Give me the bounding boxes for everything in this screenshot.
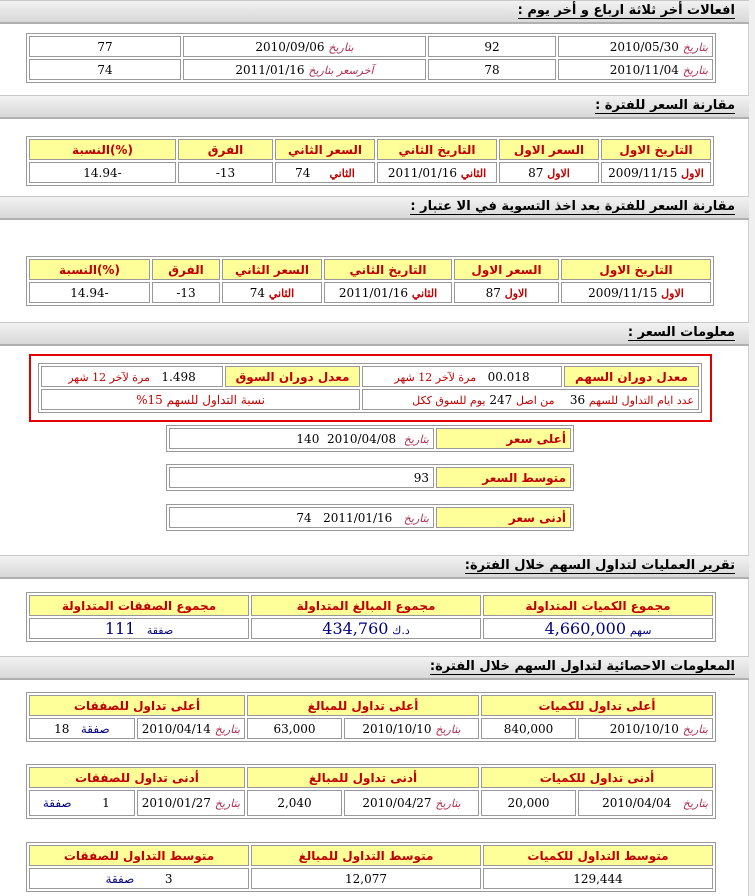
stock-turnover-cell: 00.018 مرة لآخر 12 شهر: [362, 366, 562, 387]
date-cell: آخرسعر بتاريخ 2011/01/16: [183, 59, 426, 80]
average-trading-table: [26, 842, 716, 892]
table-row: [29, 868, 713, 889]
section-title: افعالات أخر ثلاثة ارباع و أخر يوم :: [517, 3, 735, 18]
table-row: [29, 790, 713, 816]
cell: الثاني 2011/01/16: [324, 282, 452, 303]
column-header: السعر الثاني: [275, 139, 375, 160]
section-header-recent-quarters: [0, 0, 749, 24]
market-turnover-label: معدل دوران السوق: [225, 366, 360, 387]
column-header: أعلى تداول للصفقات: [29, 695, 245, 716]
section-title: المعلومات الاحصائية لتداول السهم خلال الفترة:: [429, 659, 735, 674]
cell: الاول 87: [454, 282, 559, 303]
cell: -14.94: [29, 282, 150, 303]
cell: الاول 87: [499, 162, 599, 183]
column-header: مجموع الكميات المتداولة: [483, 595, 713, 616]
column-header: متوسط التداول للمبالغ: [251, 845, 481, 866]
column-header: التاريخ الاول: [561, 259, 711, 280]
table-row: [169, 507, 571, 528]
cell: الثاني 74: [222, 282, 322, 303]
date-cell: بتاريخ 2010/10/10: [578, 718, 713, 739]
date-cell: بتاريخ 2010/04/27: [344, 790, 479, 816]
max-trading-table: [26, 692, 716, 742]
column-header: التاريخ الثاني: [377, 139, 497, 160]
column-header: أعلى تداول للكميات: [481, 695, 713, 716]
column-header: متوسط التداول للصفقات: [29, 845, 249, 866]
date-cell: بتاريخ 2010/09/06: [183, 36, 426, 57]
column-header: السعر الاول: [499, 139, 599, 160]
column-header: الفرق: [152, 259, 220, 280]
column-header: مجموع الصفقات المتداولة: [29, 595, 249, 616]
section-title: معلومات السعر :: [627, 325, 735, 340]
table-header-row: [29, 259, 711, 280]
column-header: السعر الثاني: [222, 259, 322, 280]
table-row: [29, 36, 713, 57]
column-header: السعر الاول: [454, 259, 559, 280]
total-quantity-cell: سهم 4,660,000: [483, 618, 713, 639]
cell: 13-: [178, 162, 273, 183]
date-cell: بتاريخ 2010/01/27: [137, 790, 245, 816]
table-header-row: [29, 695, 713, 716]
table-row: [29, 59, 713, 80]
value-cell: صفقة 18: [29, 718, 135, 739]
column-header: أدنى تداول للكميات: [481, 767, 713, 788]
date-cell: بتاريخ 2010/04/14: [137, 718, 245, 739]
recent-prices-table: [26, 33, 716, 83]
value-cell: 12,077: [251, 868, 481, 889]
value-cell: 2,040: [247, 790, 342, 816]
average-price-label: متوسط السعر: [436, 467, 571, 488]
section-header-price-comparison: [0, 95, 749, 119]
section-header-statistics: [0, 656, 749, 680]
table-row: [29, 282, 711, 303]
operations-table: [26, 592, 716, 642]
value-cell: 1 صفقة: [29, 790, 135, 816]
date-cell: بتاريخ 2010/11/04: [558, 59, 713, 80]
cell: الاول 2009/11/15: [561, 282, 711, 303]
column-header: أدنى تداول للمبالغ: [247, 767, 479, 788]
market-turnover-cell: 1.498 مرة لآخر 12 شهر: [41, 366, 223, 387]
column-header: التاريخ الثاني: [324, 259, 452, 280]
section-title: تقرير العمليات لتداول السهم خلال الفترة:: [464, 558, 735, 573]
table-row: [169, 428, 571, 449]
cell: الاول 2009/11/15: [601, 162, 711, 183]
value-cell: 129,444: [483, 868, 713, 889]
column-header: أعلى تداول للمبالغ: [247, 695, 479, 716]
average-price-table: [166, 464, 574, 491]
column-header: أدنى تداول للصفقات: [29, 767, 245, 788]
cell: الثاني 2011/01/16: [377, 162, 497, 183]
table-row: [41, 389, 699, 410]
date-cell: بتاريخ 2010/05/30: [558, 36, 713, 57]
scrollbar[interactable]: [748, 0, 755, 896]
column-header: متوسط التداول للكميات: [483, 845, 713, 866]
trading-ratio-cell: نسبة التداول للسهم 15%: [41, 389, 360, 410]
section-header-price-info: [0, 322, 749, 346]
value-cell: 92: [428, 36, 556, 57]
section-header-operations-report: [0, 555, 749, 579]
value-cell: 20,000: [481, 790, 576, 816]
trading-days-cell: عدد ايام التداول للسهم 36 من اصل 247 يوم للسوق ككل: [362, 389, 699, 410]
table-header-row: [29, 595, 713, 616]
section-title: مقارنة السعر للفترة بعد اخذ التسوية في الا عتبار :: [410, 199, 735, 214]
stock-turnover-label: معدل دوران السهم: [564, 366, 699, 387]
high-price-label: أعلى سعر: [436, 428, 571, 449]
column-header: مجموع المبالغ المتداولة: [251, 595, 481, 616]
value-cell: 63,000: [247, 718, 342, 739]
cell: -14.94: [29, 162, 176, 183]
total-deals-cell: صفقة 111: [29, 618, 249, 639]
table-header-row: [29, 767, 713, 788]
value-cell: 74: [29, 59, 181, 80]
high-price-table: [166, 425, 574, 452]
table-row: [29, 162, 711, 183]
price-comparison-table: [26, 136, 714, 186]
low-price-label: أدنى سعر: [436, 507, 571, 528]
total-amount-cell: د.ك 434,760: [251, 618, 481, 639]
cell: 13-: [152, 282, 220, 303]
cell: الثاني 74: [275, 162, 375, 183]
date-cell: بتاريخ 2010/10/10: [344, 718, 479, 739]
value-cell: 77: [29, 36, 181, 57]
value-cell: 840,000: [481, 718, 576, 739]
section-header-adjusted-comparison: [0, 196, 749, 220]
value-cell: 3 صفقة: [29, 868, 249, 889]
table-row: [41, 366, 699, 387]
table-row: [29, 718, 713, 739]
table-row: [29, 618, 713, 639]
turnover-table: [38, 363, 702, 413]
high-price-cell: بتاريخ 2010/04/08 140: [169, 428, 434, 449]
table-header-row: [29, 139, 711, 160]
column-header: (%)النسبة: [29, 259, 150, 280]
column-header: التاريخ الاول: [601, 139, 711, 160]
table-row: [169, 467, 571, 488]
low-price-table: [166, 504, 574, 531]
column-header: الفرق: [178, 139, 273, 160]
table-header-row: [29, 845, 713, 866]
low-price-cell: بتاريخ 2011/01/16 74: [169, 507, 434, 528]
column-header: (%)النسبة: [29, 139, 176, 160]
average-price-cell: 93: [169, 467, 434, 488]
section-title: مقارنة السعر للفترة :: [595, 98, 735, 113]
date-cell: بتاريخ 2010/04/04: [578, 790, 713, 816]
min-trading-table: [26, 764, 716, 819]
adjusted-comparison-table: [26, 256, 714, 306]
value-cell: 78: [428, 59, 556, 80]
